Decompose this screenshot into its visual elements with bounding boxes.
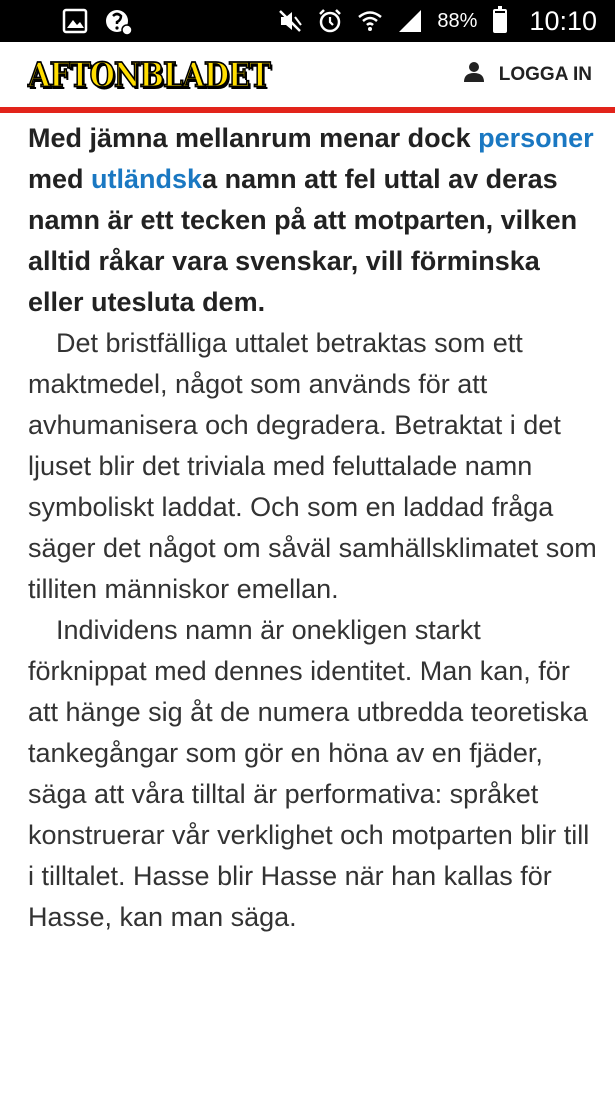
link-utlandsk[interactable]: utländsk <box>91 164 203 194</box>
status-bar <box>0 0 615 42</box>
article-paragraph: Individens namn är onekligen starkt förknippat med dennes identitet. Man kan, för att hänge sig åt de numera utbredda teoretiska tankegångar som gör en höna av en fjäder, säga att våra tilltal är performativa: språket konstruerar vår verklighet och motparten blir till i tilltalet. Hasse blir Hasse när han kallas för Hasse, kan man säga. <box>28 615 590 932</box>
notification-icon <box>104 8 130 34</box>
clock: 10:10 <box>529 5 597 36</box>
header-divider <box>0 107 615 113</box>
alarm-icon <box>317 8 343 34</box>
link-personer[interactable]: personer <box>478 123 594 153</box>
image-icon <box>62 8 88 34</box>
article-body <box>28 118 600 938</box>
article-paragraph: Det bristfälliga uttalet betraktas som ett maktmedel, något som används för att avhumanisera och degradera. Betraktat i det ljuset blir det triviala med feluttalade namn symboliskt laddat. Och som en laddad fråga säger det något om såväl samhällsklimatet som tilliten människor emellan. <box>28 328 597 604</box>
login-label: LOGGA IN <box>498 63 592 85</box>
signal-icon <box>397 8 423 34</box>
article-lead <box>28 118 600 323</box>
battery-percent: 88% <box>437 9 478 32</box>
lead-text: a namn att fel uttal av deras namn är ett tecken på att motparten, vilken alltid råkar vara svenskar, vill förminska eller utesluta dem. <box>28 164 578 317</box>
site-logo[interactable]: AFTONBLADET <box>28 54 270 95</box>
mute-icon <box>277 8 303 34</box>
login-button[interactable] <box>463 61 592 89</box>
battery-icon <box>493 9 507 33</box>
site-header <box>0 42 615 107</box>
lead-text: Med jämna mellanrum menar dock <box>28 123 479 153</box>
user-icon <box>463 61 485 89</box>
lead-text: med <box>28 164 92 194</box>
wifi-icon <box>357 8 383 34</box>
